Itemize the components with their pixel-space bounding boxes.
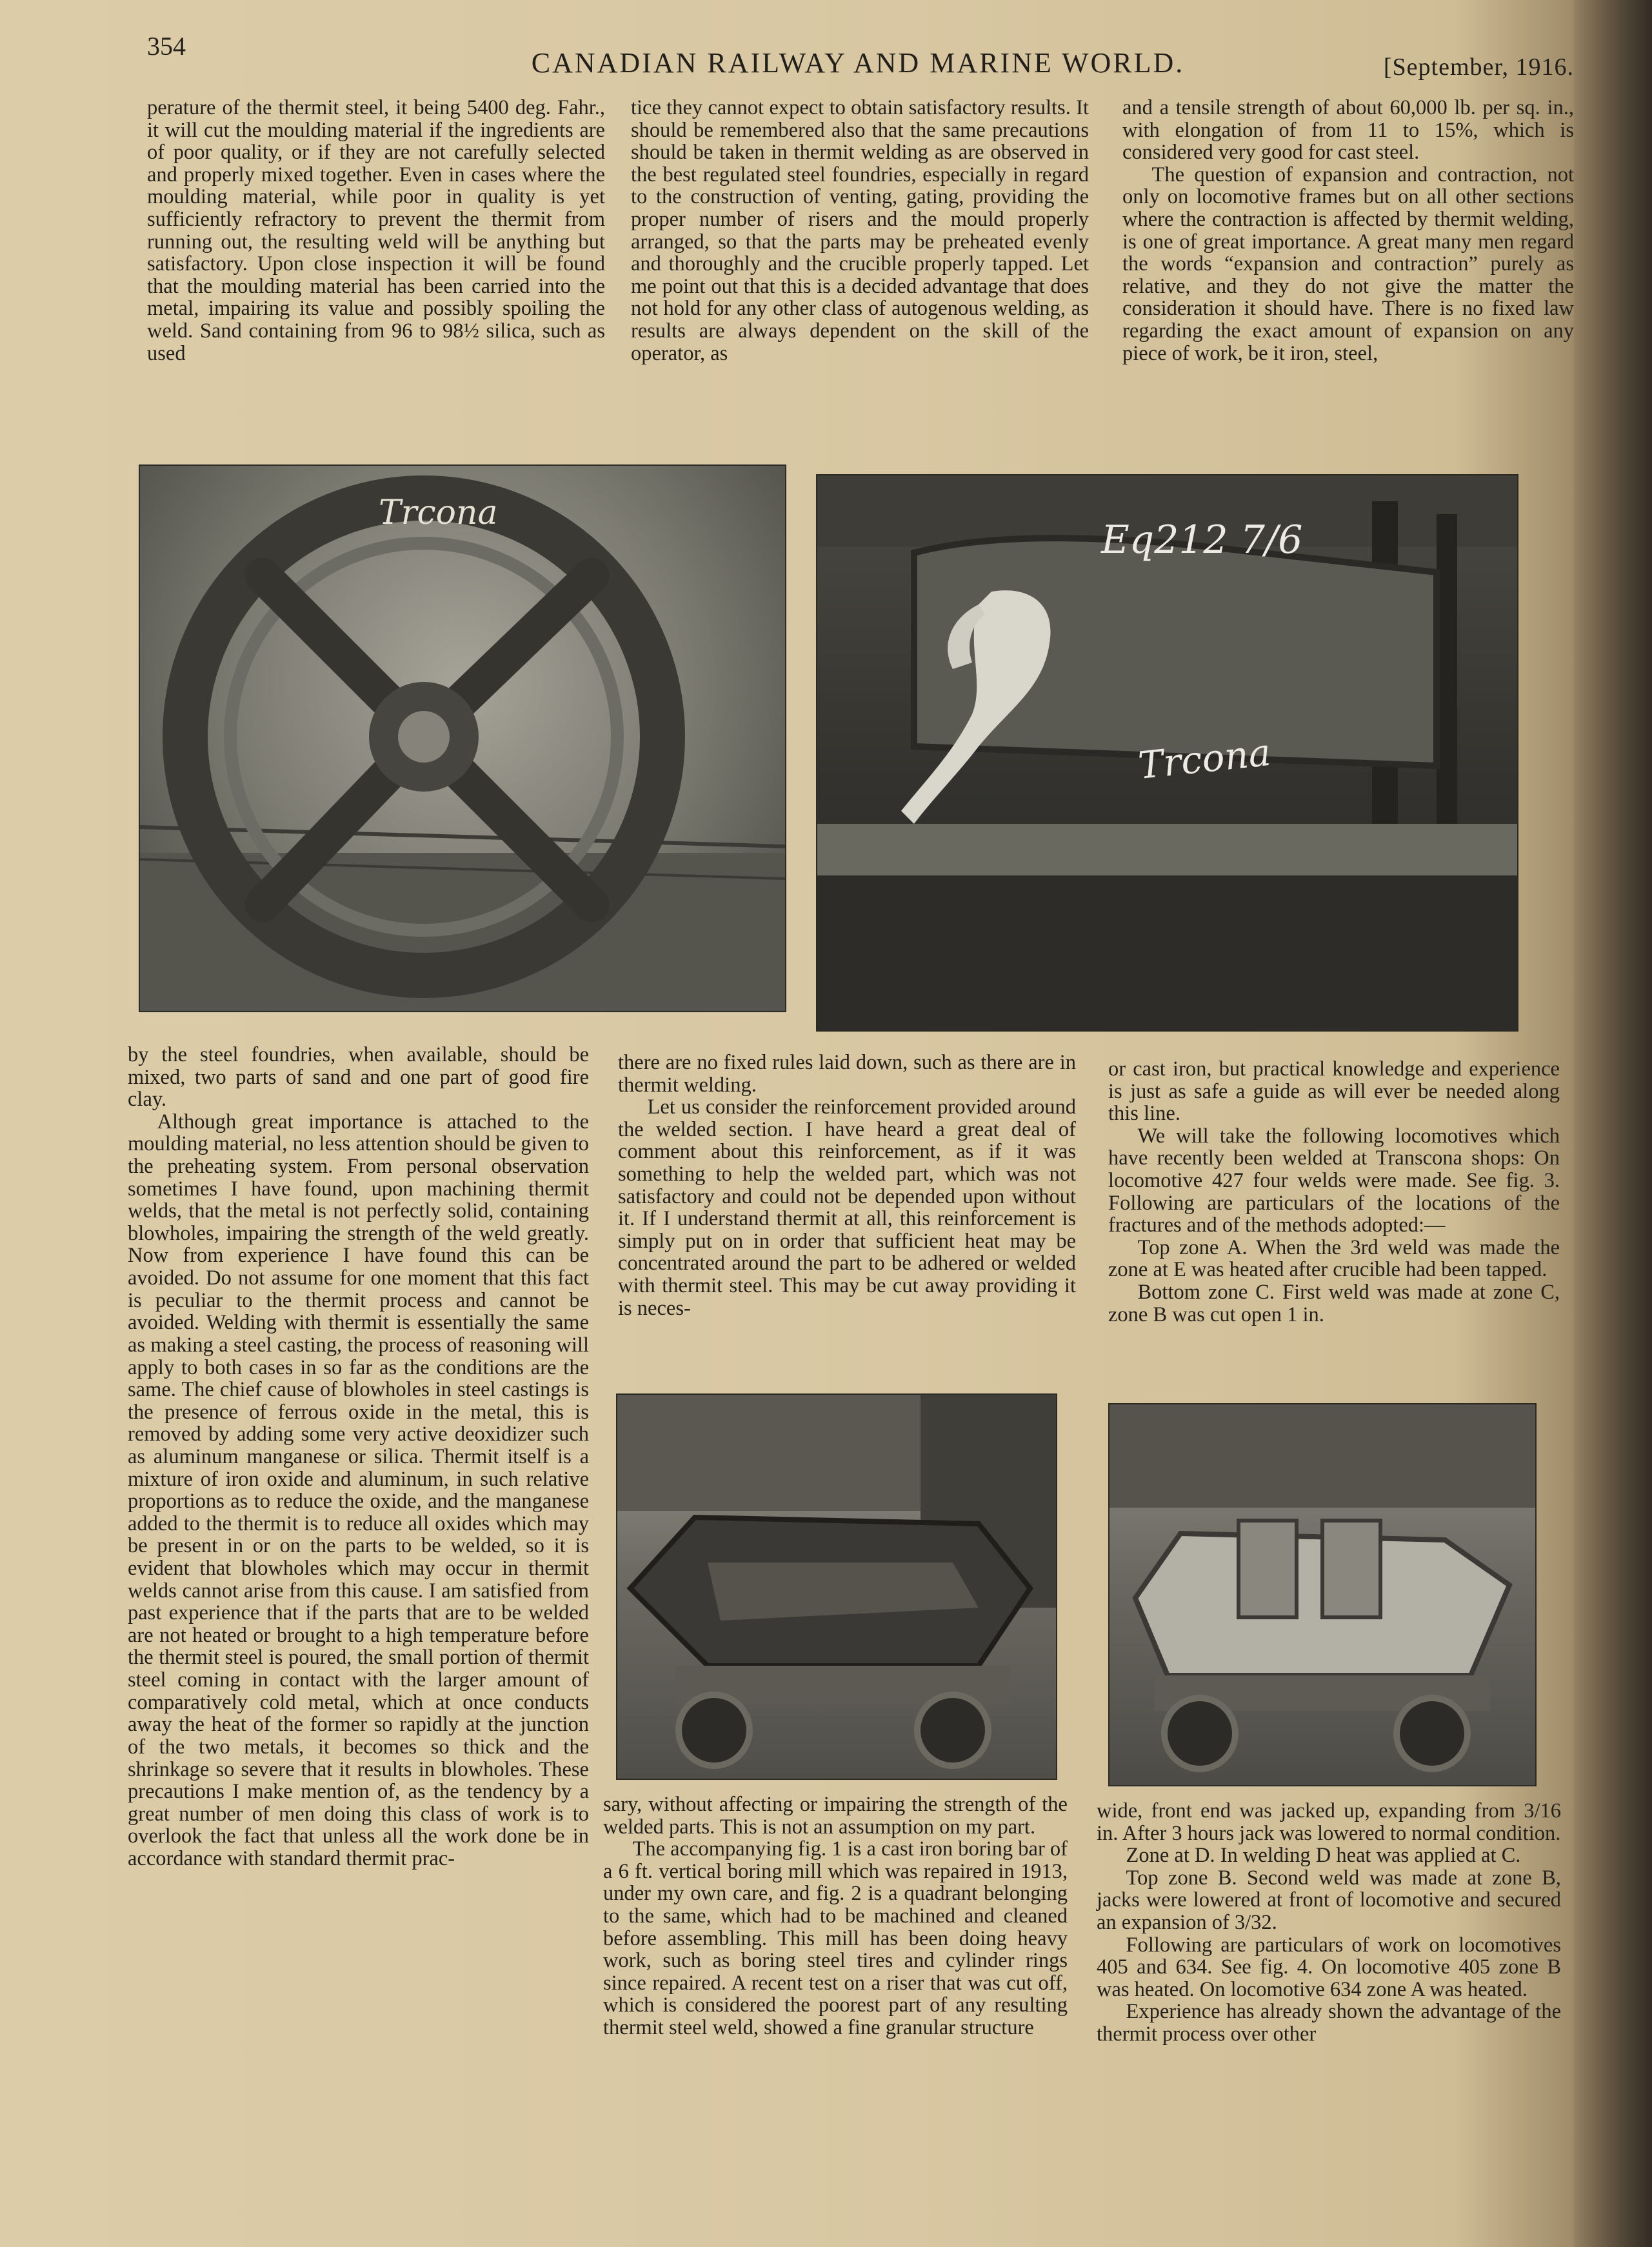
fig1-chalk-mark: Trcona: [379, 494, 498, 532]
figure-2-photo: [816, 474, 1518, 1032]
column-top-middle: [631, 97, 1089, 365]
paragraph: Top zone B. Second weld was made at zone B, jacks were lowered at front of locomotive and secured an expansion of 3/32.: [1097, 1866, 1561, 1935]
frame-casting-image: [617, 1395, 1056, 1779]
figure-1-photo: [139, 464, 786, 1012]
quadrant-image: [817, 475, 1517, 1030]
paragraph: by the steel foundries, when available, should be mixed, two parts of sand and one part of good fire clay.: [128, 1043, 589, 1112]
paragraph: Although great importance is attached to the moulding material, no less attention should be given to the preheating system. From personal observation sometimes I have found, upon machining thermit welds, that the metal is not perfectly solid, containing blowholes, impairing the strength of the weld greatly. Now from experience I have found this can be avoided. Do not assume for one moment that this fact is peculiar to the thermit process and cannot be avoided. Welding with thermit is essentially the same as making a steel casting, the process of reasoning will apply to both cases in so far as the conditions are the same. The chief cause of blowholes in steel castings is the presence of ferrous oxide in the metal, this is removed by adding some very active deoxidizer such as aluminum manganese or silica. Thermit itself is a mixture of iron oxide and aluminum, in such relative proportions as to reduce the oxide, and the manganese added to the thermit is to reduce all oxides which may be present in or on the parts to be welded, so it is evident that blowholes which may occur in thermit welds cannot arise from this cause. I am satisfied from past experience that if the parts that are to be welded are not heated or brought to a high temperature before the thermit steel is poured, the small portion of thermit steel coming in contact with the larger amount of comparatively cold metal, which at once conducts away the heat of the former so rapidly at the junction of the two metals, it becomes so thick and the shrinkage so severe that it results in blowholes. These precautions I make mention of, as the tendency by a great number of men doing this class of work is to overlook the fact that unless all the work done be in accordance with standard thermit prac-: [128, 1110, 589, 1870]
page-header: [142, 26, 1574, 84]
column-middle-upper: [618, 1052, 1076, 1319]
paragraph: tice they cannot expect to obtain satisfactory results. It should be remembered also that the same precautions should be taken in thermit welding as are observed in the best regulated steel foundries, especially in regard to the construction of venting, gating, providing the proper number of risers and the mould properly arranged, so that the parts may be preheated evenly and thoroughly and the crucible properly tapped. Let me point out that this is a decided advantage that does not hold for any other class of autogenous welding, as results are always dependent on the skill of the operator, as: [631, 96, 1089, 365]
figure-3-photo: [616, 1393, 1057, 1780]
issue-date: [September, 1916.: [1383, 54, 1574, 81]
paragraph: and a tensile strength of about 60,000 lb. per sq. in., with elongation of from 11 to 15%, which is considered very good for cast steel.: [1122, 96, 1574, 165]
paragraph: Zone at D. In welding D heat was applied at C.: [1126, 1844, 1521, 1868]
paragraph: Top zone A. When the 3rd weld was made the zone at E was heated after crucible had been tapped.: [1108, 1235, 1560, 1282]
fig2-chalk-bottom: Trcona: [1136, 730, 1273, 788]
paragraph: The question of expansion and contraction, not only on locomotive frames but on all other sections where the contraction is affected by thermit welding, is one of great importance. A great many men regard the words “expansion and contraction” purely as relative, and they do not give the matter the consideration it should have. There is no fixed law regarding the exact amount of expansion on any piece of work, be it iron, steel,: [1122, 163, 1574, 365]
column-bottom-left: [128, 1044, 589, 1870]
paragraph: wide, front end was jacked up, expanding from 3/16 in. After 3 hours jack was lowered to normal condition.: [1097, 1799, 1561, 1845]
paragraph: Experience has already shown the advantage of the thermit process over other: [1097, 2000, 1561, 2046]
paragraph: sary, without affecting or impairing the strength of the welded parts. This is not an assumption on my part.: [603, 1793, 1068, 1839]
page-number: 354: [147, 32, 186, 61]
frame-casting-image-2: [1110, 1404, 1535, 1785]
paragraph: We will take the following locomotives which have recently been welded at Transcona shops: On locomotive 427 four welds were made. See fig. 3. Following are particulars of the locations of the fractures and of the methods adopted:—: [1108, 1124, 1560, 1237]
paragraph: Following are particulars of work on locomotives 405 and 634. See fig. 4. On locomotive 405 zone B was heated. On locomotive 634 zone A was heated.: [1097, 1933, 1561, 2001]
column-right-lower: [1097, 1800, 1561, 2046]
column-right-upper: [1108, 1058, 1560, 1326]
paragraph: The accompanying fig. 1 is a cast iron boring bar of a 6 ft. vertical boring mill which was repaired in 1913, under my own care, and fig. 2 is a quadrant belonging to the same, which had to be machined and cleaned before assembling. This mill has been doing heavy work, such as boring steel tires and cylinder rings since repaired. A recent test on a riser that was cut off, which is considered the poorest part of any resulting thermit steel weld, showed a fine granular structure: [603, 1837, 1068, 2040]
paragraph: there are no fixed rules laid down, such as there are in thermit welding.: [618, 1051, 1076, 1097]
journal-title: CANADIAN RAILWAY AND MARINE WORLD.: [531, 47, 1185, 79]
binding-gutter: [1574, 0, 1652, 2247]
paragraph: Let us consider the reinforcement provided around the welded section. I have heard a great deal of comment about this reinforcement, as if it was something to help the welded part, which was not satisfactory and could not be depended upon without it. If I understand thermit at all, this reinforcement is simply put on in order that sufficient heat may be concentrated around the part to be adhered or welded with thermit steel. This may be cut away providing it is neces-: [618, 1095, 1076, 1320]
figure-4-photo: [1108, 1403, 1537, 1786]
paragraph: Bottom zone C. First weld was made at zone C, zone B was cut open 1 in.: [1108, 1281, 1560, 1326]
column-middle-lower: [603, 1793, 1068, 2039]
fig2-chalk-top: Eq212 7/6: [1101, 517, 1303, 563]
paragraph: or cast iron, but practical knowledge and experience is just as safe a guide as will ever be needed along this line.: [1108, 1057, 1560, 1126]
boring-bar-wheel-image: [140, 466, 785, 1011]
column-top-right: [1122, 97, 1574, 365]
column-top-left: [147, 97, 605, 365]
paragraph: perature of the thermit steel, it being 5400 deg. Fahr., it will cut the moulding material if the ingredients are of poor quality, or if they are not carefully selected and properly mixed together. Even in cases where the moulding material, while poor in quality is yet sufficiently refractory to prevent the thermit from running out, the resulting weld will be anything but satisfactory. Upon close inspection it will be found that the moulding material has been carried into the metal, impairing its value and possibly spoiling the weld. Sand containing from 96 to 98½ silica, such as used: [147, 96, 605, 365]
